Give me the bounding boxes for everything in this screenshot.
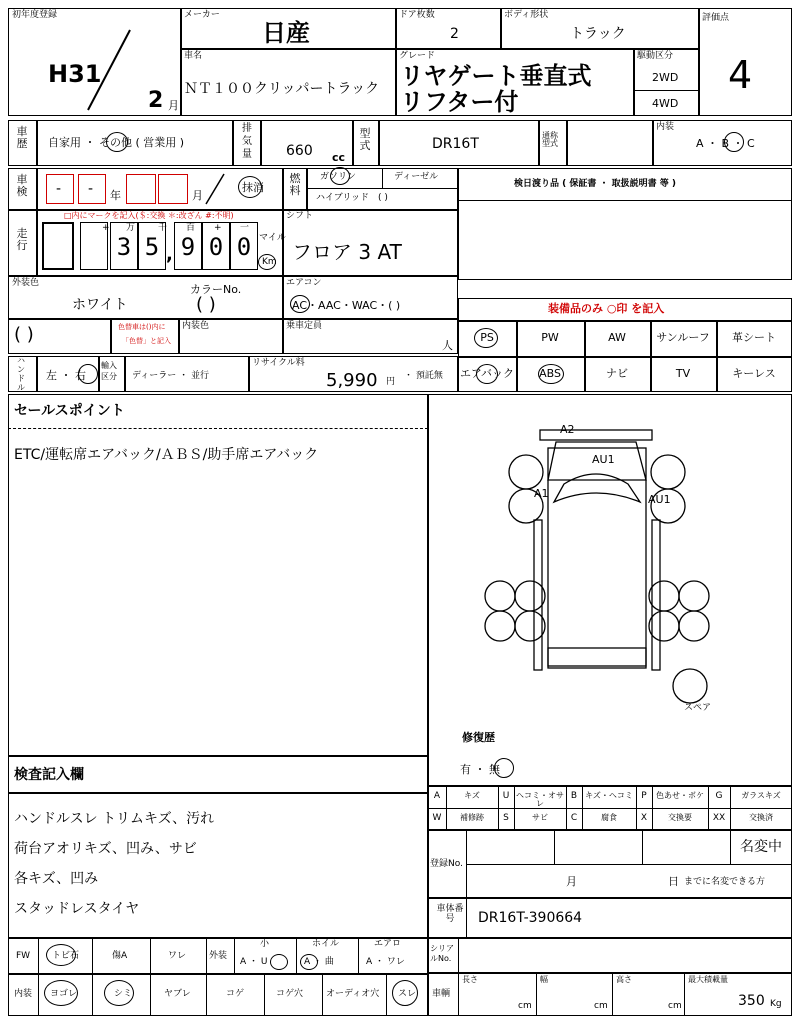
import-label: 輸入区分 xyxy=(101,361,117,381)
circle-mark xyxy=(724,132,744,152)
circle-mark xyxy=(476,364,498,384)
legend-cell: 交換要 xyxy=(668,813,692,822)
sales-title: セールスポイント xyxy=(14,403,125,419)
fuel-label: 燃料 xyxy=(289,172,301,197)
dim-label: 車輌 xyxy=(432,989,451,999)
score: 4 xyxy=(728,53,753,97)
legend-cell: 交換済 xyxy=(749,813,773,822)
int-item: シミ xyxy=(114,989,133,999)
equipment-item: サンルーフ xyxy=(656,331,710,344)
score-label: 評価点 xyxy=(702,13,730,23)
legend-cell: X xyxy=(640,813,648,823)
circle-mark xyxy=(474,328,498,348)
color-no: ( ) xyxy=(196,294,216,315)
diagram-spare: スペア xyxy=(684,703,712,713)
handle-side: 左 ・ 右 xyxy=(46,369,86,382)
legend-cell: キズ xyxy=(464,791,480,800)
doors-label: ドア枚数 xyxy=(399,10,435,20)
length-label: 長さ xyxy=(462,975,478,984)
note-line: スタッドレスタイヤ xyxy=(14,901,140,917)
interior-label-bottom: 内装 xyxy=(14,989,33,999)
int-item: ヨゴレ xyxy=(50,989,78,999)
fw-item: ワレ xyxy=(168,951,187,961)
interior-grade: A ・ B ・ C xyxy=(696,137,755,150)
legend-cell: XX xyxy=(712,813,726,823)
wheel-opts: A ・ 曲 xyxy=(304,957,334,967)
aircon-label: エアコン xyxy=(286,278,322,288)
inspect-month: 月 xyxy=(192,189,203,202)
shift-label: シフト xyxy=(286,211,314,221)
usage: 自家用 ・ その他 ( 営業用 ) xyxy=(48,136,185,149)
registration-label: 登録No. xyxy=(430,859,463,869)
reg-day: 日 xyxy=(668,875,679,888)
exterior-label: 外装 xyxy=(209,951,228,961)
cm-3: cm xyxy=(668,1001,682,1011)
legend-cell: G xyxy=(715,791,723,801)
cm-2: cm xyxy=(594,1001,608,1011)
odo-comma: , xyxy=(166,244,173,265)
equipment-item: ナビ xyxy=(606,367,628,380)
legend-cell: ガラスキズ xyxy=(741,791,781,800)
circle-mark xyxy=(290,295,310,313)
diagram-a1: A1 xyxy=(534,487,549,500)
circle-mark xyxy=(330,167,350,185)
import-type: ディーラー ・ 並行 xyxy=(132,371,210,381)
legend-cell: W xyxy=(432,813,442,823)
aero-opts: A ・ ワレ xyxy=(366,957,405,967)
inspect-box-3 xyxy=(126,174,156,204)
recycle-fee: 5,990 xyxy=(326,370,378,391)
inspect-box-4 xyxy=(158,174,188,204)
max-load: 350 xyxy=(738,993,765,1009)
reg-month-unit: 月 xyxy=(168,99,179,112)
serial-box xyxy=(428,938,792,973)
mile-label: マイル xyxy=(259,233,286,243)
inspection-label: 車検 xyxy=(16,173,28,198)
repair-value: 有 ・ 無 xyxy=(460,763,500,776)
fuel-hybrid-paren: ( ) xyxy=(378,193,388,203)
diagram-a2: A2 xyxy=(560,423,575,436)
cc-unit: cc xyxy=(332,151,346,164)
height-label: 高さ xyxy=(616,975,632,984)
width-label: 幅 xyxy=(540,975,548,984)
equipment-item: 革シート xyxy=(732,331,776,344)
common-model-label: 通称型式 xyxy=(542,131,558,148)
inspect-dash-1: - xyxy=(56,181,62,197)
int-item: ヤブレ xyxy=(164,989,191,999)
reg-month: 2 xyxy=(148,88,164,113)
legend-cell: C xyxy=(570,813,578,823)
fuel-hybrid: ハイブリッド xyxy=(316,193,370,203)
model: DR16T xyxy=(432,136,479,152)
circle-mark xyxy=(238,176,262,198)
small-opts: A ・ U xyxy=(240,957,268,967)
equipment-item: TV xyxy=(675,367,691,380)
model-label: 型式 xyxy=(359,127,371,152)
legend-cell: 腐食 xyxy=(601,813,617,822)
mileage-label: 走行 xyxy=(16,227,28,252)
int-item: オーディオ穴 xyxy=(326,989,380,999)
diagram-au1-right: AU1 xyxy=(648,493,671,506)
note-line: ハンドルスレ トリムキズ、汚れ xyxy=(14,811,215,827)
capacity-unit: 人 xyxy=(442,339,453,352)
color-note-2: 「色替」と記入 xyxy=(122,337,171,345)
odo-digit-2: 5 xyxy=(138,222,166,270)
legend-cell: P xyxy=(641,791,647,801)
unit-label: 千 xyxy=(158,223,168,233)
mileage-note: □内にマークを記入(＄:交換 ＊:改ざん #:不明) xyxy=(64,211,234,220)
circle-mark xyxy=(104,980,134,1006)
fw-item: トビ石 xyxy=(52,951,80,961)
fw-item: 傷A xyxy=(112,951,128,961)
car-name-label: 車名 xyxy=(184,51,203,61)
inspect-none: 抹消 xyxy=(242,181,264,194)
max-load-label: 最大積載量 xyxy=(688,975,728,984)
legend-cell: 補修跡 xyxy=(460,813,484,822)
equipment-item: ABS xyxy=(539,367,561,380)
inspect-dash-2: - xyxy=(88,181,94,197)
displacement-label: 排気量 xyxy=(242,123,252,160)
history-label: 車歴 xyxy=(16,125,28,150)
era-year: H31 xyxy=(48,60,102,88)
int-item: スレ xyxy=(398,989,417,999)
mileage-flag-box xyxy=(42,222,74,270)
wheel-label: ホイル xyxy=(312,939,340,949)
sales-text: ETC/運転席エアバック/ＡＢＳ/助手席エアバック xyxy=(14,447,319,463)
drive-2wd: 2WD xyxy=(652,71,679,84)
interior-label: 内装 xyxy=(656,122,675,132)
cm-1: cm xyxy=(518,1001,532,1011)
kg: Kg xyxy=(770,999,782,1009)
deposit: ・ 預託無 xyxy=(404,371,443,381)
equipment-item: PS xyxy=(480,331,494,344)
fuel-gasoline: ガソリン xyxy=(320,172,357,182)
fuel-diesel: ディーゼル xyxy=(394,172,439,182)
grade-label: グレード xyxy=(399,51,436,61)
notes-title: 検査記入欄 xyxy=(14,767,84,783)
km-label: Km xyxy=(262,257,277,267)
unit-label: + xyxy=(214,223,222,233)
handle-label: ハンドル xyxy=(17,356,25,392)
legend-cell: サビ xyxy=(532,813,548,822)
unit-label: + xyxy=(102,223,110,233)
int-item: コゲ穴 xyxy=(276,989,304,999)
vin: DR16T-390664 xyxy=(478,910,583,926)
legend-cell: S xyxy=(503,813,509,823)
unit-label: 百 xyxy=(186,223,196,233)
circle-mark xyxy=(392,980,418,1006)
legend-cell: キズ・ヘコミ xyxy=(585,791,633,800)
equipment-item: PW xyxy=(541,331,559,344)
slash-mark xyxy=(80,28,140,112)
inspection-row xyxy=(8,168,458,210)
legend-cell: U xyxy=(502,791,510,801)
int-item: コゲ xyxy=(226,989,245,999)
maker: 日産 xyxy=(262,19,310,47)
maker-label: メーカー xyxy=(184,10,220,20)
equipment-item: AW xyxy=(608,331,626,344)
small-label: 小 xyxy=(260,939,270,949)
legend-cell: ヘコミ・オサレ xyxy=(516,791,564,808)
drive-label: 駆動区分 xyxy=(637,51,674,61)
color-paren: ( ) xyxy=(14,324,34,345)
note-line: 各キズ、凹み xyxy=(14,871,99,887)
vin-label: 車体番号 xyxy=(436,904,464,924)
color-note-1: 色替車は()内に xyxy=(118,323,166,331)
equipment-title: 装備品のみ ○印 を記入 xyxy=(548,302,665,315)
name-change: 名変中 xyxy=(740,839,782,855)
note-line: 荷台アオリキズ、凹み、サビ xyxy=(14,841,197,857)
circle-mark xyxy=(270,954,288,970)
color-no-label: カラーNo. xyxy=(190,283,242,296)
odo-digit-4: 0 xyxy=(202,222,230,270)
first-reg-label: 初年度登録 xyxy=(12,10,58,20)
odo-digit-3: 9 xyxy=(174,222,202,270)
car-name: ＮＴ１００クリッパートラック xyxy=(184,81,380,97)
odo-digit-5: 0 xyxy=(230,222,258,270)
aircon: AC・AAC・WAC・( ) xyxy=(292,299,401,312)
exterior-color-label: 外装色 xyxy=(12,278,40,288)
grade-line2: リフター付 xyxy=(400,88,519,116)
serial-label: シリアルNo. xyxy=(430,944,454,963)
circle-mark xyxy=(494,758,514,778)
exterior-color: ホワイト xyxy=(72,297,128,313)
displacement: 660 xyxy=(286,143,313,159)
yen: 円 xyxy=(386,377,396,387)
reg-deadline: までに名変できる方 xyxy=(684,877,766,887)
circle-mark xyxy=(258,254,276,270)
doors: 2 xyxy=(450,26,459,42)
reg-month: 月 xyxy=(566,875,577,888)
grade-line1: リヤゲート垂直式 xyxy=(400,62,592,90)
unit-label: 一 xyxy=(240,223,250,233)
fw-label: FW xyxy=(16,951,31,961)
body-label: ボディ形状 xyxy=(504,10,549,20)
circle-mark xyxy=(78,364,98,384)
legend-cell: B xyxy=(570,791,578,801)
legend-cell: A xyxy=(433,791,441,801)
interior-color-label: 内装色 xyxy=(182,321,210,331)
docs-label: 検日渡り品 ( 保証書 ・ 取扱説明書 等 ) xyxy=(514,179,677,189)
drive-4wd: 4WD xyxy=(652,97,679,110)
circle-mark xyxy=(538,364,564,384)
legend-cell: 色あせ・ボケ xyxy=(656,791,704,800)
circle-mark xyxy=(106,132,128,152)
odo-digit-1: 3 xyxy=(110,222,138,270)
inspect-year: 年 xyxy=(110,189,121,202)
circle-mark xyxy=(46,944,76,966)
unit-label: 万 xyxy=(126,223,136,233)
recycle-label: リサイクル料 xyxy=(252,358,305,368)
circle-mark xyxy=(300,954,318,970)
shift: フロア 3 AT xyxy=(292,240,402,264)
capacity-label: 乗車定員 xyxy=(286,321,323,331)
equipment-item: キーレス xyxy=(732,367,776,380)
body-type: トラック xyxy=(570,26,626,42)
repair-label: 修復歴 xyxy=(462,731,495,744)
diagram-au1-top: AU1 xyxy=(592,453,615,466)
circle-mark xyxy=(44,980,78,1006)
equipment-item: エアバック xyxy=(459,367,515,380)
aero-label: エアロ xyxy=(374,939,402,949)
